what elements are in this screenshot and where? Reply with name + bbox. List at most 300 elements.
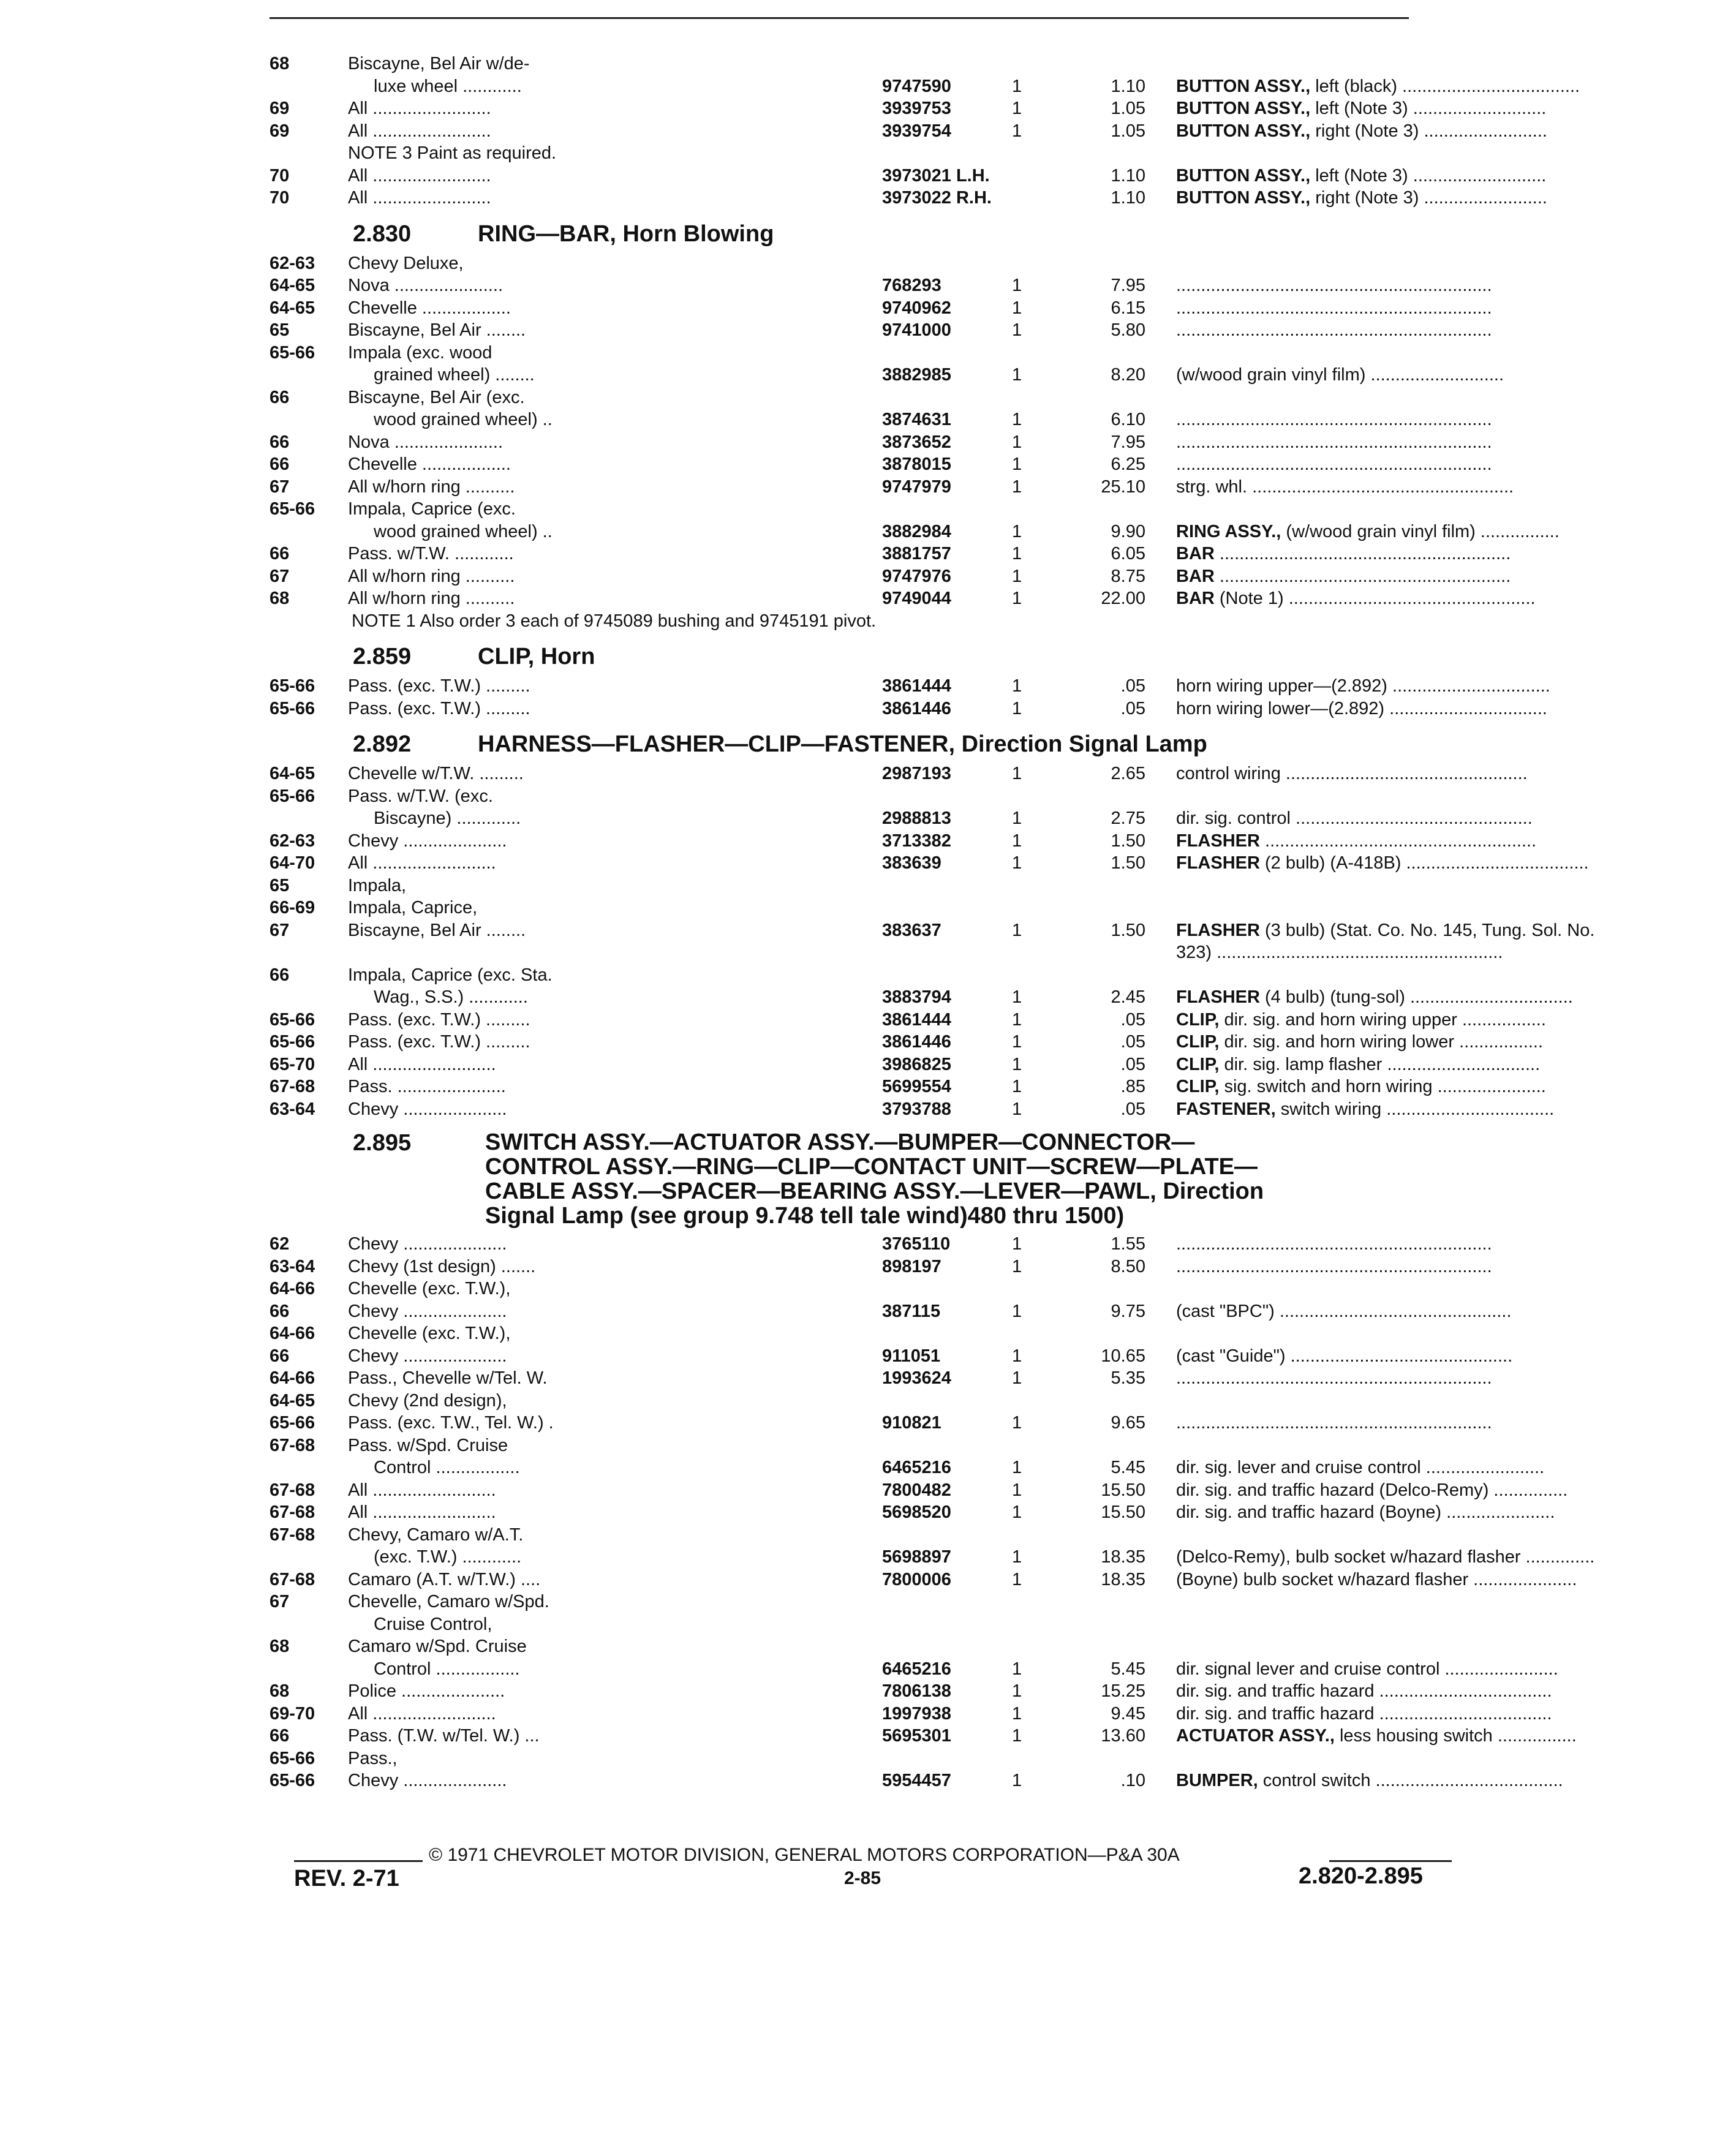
part-name: FLASHER xyxy=(1176,831,1260,851)
quantity: 1 xyxy=(1012,1547,1022,1567)
model-description: grained wheel) ........ xyxy=(374,365,535,385)
model-years: 69 xyxy=(270,99,290,118)
model-years: 67-68 xyxy=(270,1502,315,1522)
part-number: 3861444 xyxy=(882,676,951,696)
usage-text: 323) .......................................................... xyxy=(1176,943,1503,962)
part-usage xyxy=(1176,75,1709,98)
part-name: ACTUATOR ASSY., xyxy=(1176,1726,1335,1746)
part-usage xyxy=(1176,1031,1709,1054)
part-number: 3861444 xyxy=(882,1009,951,1030)
usage-text: (cast "BPC") ............................................... xyxy=(1176,1301,1512,1321)
usage-text: right (Note 3) ......................... xyxy=(1310,121,1547,141)
model-years: 64-66 xyxy=(270,1279,315,1298)
usage-text: ................................................................ xyxy=(1176,1234,1492,1254)
quantity: 1 xyxy=(1012,764,1022,783)
section-title xyxy=(485,1130,1404,1228)
part-usage xyxy=(1176,807,1709,830)
price: 1.50 xyxy=(1111,831,1145,851)
part-number: 3973022 R.H. xyxy=(882,188,992,208)
model-years: 64-65 xyxy=(270,764,315,783)
model-years: 67-68 xyxy=(270,1525,315,1545)
model-years: 65 xyxy=(270,875,290,895)
usage-text: dir. sig. and traffic hazard (Boyne) ...................... xyxy=(1176,1502,1555,1522)
part-row xyxy=(270,941,1503,964)
part-number: 387115 xyxy=(882,1301,941,1321)
part-usage xyxy=(1176,409,1709,431)
part-usage xyxy=(1176,941,1709,964)
section-number: 2.859 xyxy=(353,644,412,669)
part-row xyxy=(270,521,1560,543)
price: 1.50 xyxy=(1111,920,1145,940)
model-years: 66 xyxy=(270,432,290,452)
footer-copyright: © 1971 CHEVROLET MOTOR DIVISION, GENERAL MOTORS CORPORATION—P&A 30A xyxy=(429,1845,1180,1865)
model-description: Biscayne, Bel Air ........ xyxy=(348,320,526,340)
part-row xyxy=(270,75,1580,98)
part-number: 911051 xyxy=(882,1346,941,1366)
part-name: CLIP, xyxy=(1176,1077,1220,1096)
part-number: 2988813 xyxy=(882,809,951,828)
part-row xyxy=(270,1524,1464,1547)
model-description: Impala, Caprice, xyxy=(348,898,478,918)
usage-text: (w/wood grain vinyl film) ................ xyxy=(1281,521,1560,541)
part-number: 1993624 xyxy=(882,1368,951,1388)
part-number: 7800006 xyxy=(882,1569,951,1589)
model-description: All ......................... xyxy=(348,1480,496,1500)
model-years: 64-70 xyxy=(270,853,315,873)
part-usage xyxy=(1176,986,1709,1009)
usage-text: control switch ...................................... xyxy=(1258,1771,1563,1790)
part-row xyxy=(270,342,1464,364)
part-number: 3973021 L.H. xyxy=(882,165,990,186)
quantity: 1 xyxy=(1012,99,1022,118)
price: 9.75 xyxy=(1111,1301,1145,1321)
model-description: Nova ...................... xyxy=(348,432,504,452)
part-row xyxy=(270,675,1550,698)
model-description: All w/horn ring .......... xyxy=(348,477,515,497)
quantity: 1 xyxy=(1012,1099,1022,1119)
section-title-line: CABLE ASSY.—SPACER—BEARING ASSY.—LEVER—PAWL, Direction xyxy=(485,1178,1264,1204)
part-usage xyxy=(1176,1703,1709,1725)
part-usage xyxy=(1176,852,1709,875)
price: 1.05 xyxy=(1111,99,1145,118)
part-name: BAR xyxy=(1176,566,1215,586)
usage-text: ........................................................... xyxy=(1214,544,1511,564)
part-number: 3765110 xyxy=(882,1234,951,1254)
usage-text: dir. sig. and traffic hazard ................................... xyxy=(1176,1681,1552,1701)
price: 25.10 xyxy=(1101,477,1145,497)
price: .05 xyxy=(1120,1032,1145,1052)
usage-text: control wiring ................................................. xyxy=(1176,764,1528,783)
price: 8.50 xyxy=(1111,1256,1145,1276)
model-years: 65 xyxy=(270,320,290,340)
part-usage xyxy=(1176,1076,1709,1098)
model-years: 65-66 xyxy=(270,342,315,363)
part-row xyxy=(270,852,1589,875)
model-description: Chevy ..................... xyxy=(348,1234,507,1254)
model-years: 62-63 xyxy=(270,831,315,851)
model-years: 67 xyxy=(270,566,290,586)
model-description: Control ................. xyxy=(374,1458,520,1477)
model-description: Chevy ..................... xyxy=(348,831,507,851)
part-row xyxy=(270,431,1492,454)
part-number: 3793788 xyxy=(882,1099,951,1119)
price: 22.00 xyxy=(1101,589,1145,608)
model-description: Pass. (exc. T.W., Tel. W.) . xyxy=(348,1413,554,1433)
model-description: Chevelle .................. xyxy=(348,298,511,318)
model-description: Pass. (exc. T.W.) ......... xyxy=(348,1009,530,1030)
price: 5.45 xyxy=(1111,1458,1145,1477)
part-name: BUMPER, xyxy=(1176,1771,1258,1790)
model-years: 64-66 xyxy=(270,1368,315,1388)
part-row xyxy=(270,319,1492,342)
usage-text: (4 bulb) (tung-sol) ................................. xyxy=(1259,987,1573,1007)
usage-text: ................................................................ xyxy=(1176,454,1492,474)
usage-text: ................................................................ xyxy=(1176,1413,1492,1433)
part-row xyxy=(270,187,1547,209)
usage-text: left (black) .................................... xyxy=(1310,76,1580,96)
model-description: All ........................ xyxy=(348,188,491,208)
part-name: FASTENER, xyxy=(1176,1099,1276,1119)
part-usage xyxy=(1176,97,1709,120)
price: 2.75 xyxy=(1111,809,1145,828)
model-years: 65-66 xyxy=(270,499,315,519)
price: 15.25 xyxy=(1101,1681,1145,1701)
part-row xyxy=(270,386,1464,409)
model-years: 66 xyxy=(270,544,290,564)
part-usage xyxy=(1176,1770,1709,1792)
part-usage xyxy=(1176,1501,1709,1524)
part-row xyxy=(270,1747,1464,1770)
part-row xyxy=(270,897,1464,919)
model-description: Impala (exc. wood xyxy=(348,342,492,363)
part-number: 9747976 xyxy=(882,566,951,586)
part-number: 6465216 xyxy=(882,1659,951,1679)
part-row xyxy=(270,610,1464,633)
price: 10.65 xyxy=(1101,1346,1145,1366)
model-description: Nova ...................... xyxy=(348,276,504,295)
footer-page-number: 2-85 xyxy=(844,1868,881,1888)
model-description: Chevy, Camaro w/A.T. xyxy=(348,1525,524,1545)
usage-text: right (Note 3) ......................... xyxy=(1310,188,1547,208)
model-description: Impala, Caprice (exc. Sta. xyxy=(348,965,553,985)
price: 8.20 xyxy=(1111,365,1145,385)
quantity: 1 xyxy=(1012,76,1022,96)
part-usage xyxy=(1176,1412,1709,1434)
model-description: Biscayne) ............. xyxy=(374,809,521,828)
part-number: 2987193 xyxy=(882,764,951,783)
model-description: Impala, xyxy=(348,875,407,895)
price: .05 xyxy=(1120,1054,1145,1074)
price: 15.50 xyxy=(1101,1480,1145,1500)
model-years: 66 xyxy=(270,1346,290,1366)
model-years: 64-65 xyxy=(270,298,315,318)
part-row xyxy=(270,964,1464,987)
part-number: 3878015 xyxy=(882,454,951,474)
part-usage xyxy=(1176,1098,1709,1121)
section-title-line: SWITCH ASSY.—ACTUATOR ASSY.—BUMPER—CONNECTOR— xyxy=(485,1129,1195,1155)
part-name: CLIP, xyxy=(1176,1009,1220,1030)
price: 9.45 xyxy=(1111,1703,1145,1724)
usage-text: less housing switch ................ xyxy=(1334,1726,1577,1746)
part-usage xyxy=(1176,1345,1709,1368)
model-years: 70 xyxy=(270,165,290,186)
part-name: BUTTON ASSY., xyxy=(1176,188,1311,208)
part-row xyxy=(270,409,1492,431)
model-years: 68 xyxy=(270,1637,290,1656)
part-row xyxy=(270,919,1595,942)
part-number: 5695301 xyxy=(882,1726,951,1746)
model-description: luxe wheel ............ xyxy=(374,76,522,96)
part-row xyxy=(270,1009,1546,1031)
quantity: 1 xyxy=(1012,1771,1022,1790)
model-description: Chevy ..................... xyxy=(348,1346,507,1366)
quantity: 1 xyxy=(1012,1032,1022,1052)
part-row xyxy=(270,1569,1577,1591)
part-usage xyxy=(1176,1300,1709,1323)
quantity: 1 xyxy=(1012,410,1022,429)
model-description: Chevelle (exc. T.W.), xyxy=(348,1279,511,1298)
model-description: Biscayne, Bel Air ........ xyxy=(348,920,526,940)
part-number: 383639 xyxy=(882,853,941,873)
part-usage xyxy=(1176,1479,1709,1502)
quantity: 1 xyxy=(1012,589,1022,608)
price: 6.25 xyxy=(1111,454,1145,474)
part-usage xyxy=(1176,565,1709,588)
part-number: 5699554 xyxy=(882,1077,951,1096)
section-number: 2.830 xyxy=(353,221,412,247)
model-years: 69-70 xyxy=(270,1703,315,1724)
usage-text: ................................................................ xyxy=(1176,1368,1492,1388)
model-description: All ........................ xyxy=(348,165,491,186)
part-usage xyxy=(1176,763,1709,785)
quantity: 1 xyxy=(1012,1726,1022,1746)
part-usage xyxy=(1176,1725,1709,1747)
price: 9.65 xyxy=(1111,1413,1145,1433)
part-usage xyxy=(1176,1658,1709,1681)
part-row xyxy=(270,1613,1464,1636)
usage-text: (w/wood grain vinyl film) ........................... xyxy=(1176,365,1504,385)
part-row xyxy=(270,1635,1464,1658)
price: 13.60 xyxy=(1101,1726,1145,1746)
usage-text: (3 bulb) (Stat. Co. No. 145, Tung. Sol. No. xyxy=(1259,920,1595,940)
model-years: 62-63 xyxy=(270,253,315,273)
price: 7.95 xyxy=(1111,276,1145,295)
price: 1.10 xyxy=(1111,165,1145,186)
part-usage xyxy=(1176,1367,1709,1390)
model-description: Camaro (A.T. w/T.W.) .... xyxy=(348,1569,541,1589)
part-number: 3861446 xyxy=(882,1032,951,1052)
price: 6.15 xyxy=(1111,298,1145,318)
model-years: 62 xyxy=(270,1234,290,1254)
part-row xyxy=(270,763,1528,785)
section-title: RING—BAR, Horn Blowing xyxy=(478,221,774,247)
usage-text: switch wiring .................................. xyxy=(1275,1099,1555,1119)
quantity: 1 xyxy=(1012,1569,1022,1589)
model-years: 67-68 xyxy=(270,1077,315,1096)
usage-text: dir. sig. control ................................................ xyxy=(1176,809,1533,828)
quantity: 1 xyxy=(1012,1458,1022,1477)
model-description: All w/horn ring .......... xyxy=(348,589,515,608)
model-description: Chevy ..................... xyxy=(348,1301,507,1321)
model-years: 67-68 xyxy=(270,1569,315,1589)
quantity: 1 xyxy=(1012,987,1022,1007)
model-description: Chevelle (exc. T.W.), xyxy=(348,1324,511,1343)
usage-text: sig. switch and horn wiring ...................... xyxy=(1219,1077,1546,1096)
usage-text: dir. sig. lamp flasher ............................... xyxy=(1219,1054,1541,1074)
part-number: 7806138 xyxy=(882,1681,951,1701)
model-years: 66 xyxy=(270,965,290,985)
quantity: 1 xyxy=(1012,676,1022,696)
part-row xyxy=(270,1367,1492,1390)
footer-rule-left xyxy=(294,1860,423,1862)
price: 1.05 xyxy=(1111,121,1145,141)
usage-text: horn wiring lower—(2.892) ................................ xyxy=(1176,698,1547,718)
part-usage xyxy=(1176,1546,1709,1569)
quantity: 1 xyxy=(1012,809,1022,828)
part-usage xyxy=(1176,165,1709,187)
part-row xyxy=(270,565,1511,588)
section-heading xyxy=(270,638,1464,675)
quantity: 1 xyxy=(1012,1234,1022,1254)
section-gap xyxy=(270,632,1464,638)
part-name: BUTTON ASSY., xyxy=(1176,165,1311,186)
usage-text: strg. whl. ..................................................... xyxy=(1176,477,1514,497)
model-years: 65-66 xyxy=(270,1771,315,1790)
model-years: 67 xyxy=(270,920,290,940)
section-gap xyxy=(270,1792,1464,1798)
part-row xyxy=(270,498,1464,521)
price: 8.75 xyxy=(1111,566,1145,586)
part-number: 898197 xyxy=(882,1256,941,1276)
model-description: Biscayne, Bel Air w/de- xyxy=(348,54,530,74)
usage-text: ....................................................... xyxy=(1259,831,1537,851)
part-row xyxy=(270,1412,1492,1434)
part-number: 383637 xyxy=(882,920,941,940)
part-number: 1997938 xyxy=(882,1703,951,1724)
part-row xyxy=(270,1703,1552,1725)
part-number: 3874631 xyxy=(882,410,951,429)
quantity: 1 xyxy=(1012,544,1022,564)
usage-text: ................................................................ xyxy=(1176,410,1492,429)
model-description: Chevy ..................... xyxy=(348,1771,507,1790)
model-description: Control ................. xyxy=(374,1659,520,1679)
part-row xyxy=(270,1457,1545,1479)
part-number: 9747979 xyxy=(882,477,951,497)
model-description: Chevy (1st design) ....... xyxy=(348,1256,536,1276)
usage-text: dir. sig. and horn wiring lower ................. xyxy=(1219,1032,1544,1052)
top-rule xyxy=(270,17,1409,19)
model-years: 66-69 xyxy=(270,898,315,918)
usage-text: (2 bulb) (A-418B) ..................................... xyxy=(1259,853,1589,873)
model-description: Pass. ...................... xyxy=(348,1077,506,1096)
model-description: Pass. (exc. T.W.) ......... xyxy=(348,676,530,696)
usage-text: left (Note 3) ........................... xyxy=(1310,165,1547,186)
section-title-line: CONTROL ASSY.—RING—CLIP—CONTACT UNIT—SCREW—PLATE— xyxy=(485,1154,1258,1180)
model-description: wood grained wheel) .. xyxy=(374,410,553,429)
model-description: (exc. T.W.) ............ xyxy=(374,1547,522,1567)
model-description: Chevelle .................. xyxy=(348,454,511,474)
quantity: 1 xyxy=(1012,454,1022,474)
model-description: wood grained wheel) .. xyxy=(374,521,553,541)
part-number: 3939754 xyxy=(882,121,951,141)
part-number: 7800482 xyxy=(882,1480,951,1500)
model-description: Camaro w/Spd. Cruise xyxy=(348,1637,527,1656)
price: 7.95 xyxy=(1111,432,1145,452)
part-row xyxy=(270,1054,1541,1076)
part-usage xyxy=(1176,187,1709,209)
usage-text: ........................................................... xyxy=(1214,566,1511,586)
quantity: 1 xyxy=(1012,1346,1022,1366)
model-description: Pass. (T.W. w/Tel. W.) ... xyxy=(348,1726,540,1746)
price: 9.90 xyxy=(1111,521,1145,541)
price: 6.10 xyxy=(1111,410,1145,429)
model-years: 64-66 xyxy=(270,1324,315,1343)
quantity: 1 xyxy=(1012,1301,1022,1321)
model-years: 65-66 xyxy=(270,786,315,806)
part-row xyxy=(270,142,1464,165)
part-number: 3881757 xyxy=(882,544,951,564)
price: 5.45 xyxy=(1111,1659,1145,1679)
usage-text: dir. sig. and horn wiring upper ................. xyxy=(1219,1009,1546,1030)
model-years: 66 xyxy=(270,387,290,407)
note-text: NOTE 1 Also order 3 each of 9745089 bushing and 9745191 pivot. xyxy=(352,611,877,631)
model-years: 65-66 xyxy=(270,1009,315,1030)
footer-rule-right xyxy=(1329,1860,1452,1862)
part-name: BUTTON ASSY., xyxy=(1176,121,1311,141)
part-row xyxy=(270,1256,1492,1278)
quantity: 1 xyxy=(1012,1502,1022,1522)
model-description: All ......................... xyxy=(348,1502,496,1522)
model-description: Pass. w/T.W. (exc. xyxy=(348,786,493,806)
part-number: 9740962 xyxy=(882,298,951,318)
quantity: 1 xyxy=(1012,121,1022,141)
part-row xyxy=(270,274,1492,297)
price: 2.65 xyxy=(1111,764,1145,783)
model-years: 68 xyxy=(270,1681,290,1701)
quantity: 1 xyxy=(1012,1256,1022,1276)
part-row xyxy=(270,986,1573,1009)
part-number: 768293 xyxy=(882,276,941,295)
part-row xyxy=(270,1479,1568,1502)
part-row xyxy=(270,807,1533,830)
part-usage xyxy=(1176,919,1709,942)
model-years: 68 xyxy=(270,589,290,608)
quantity: 1 xyxy=(1012,1703,1022,1724)
part-usage xyxy=(1176,1054,1709,1076)
quantity: 1 xyxy=(1012,1077,1022,1096)
model-description: Biscayne, Bel Air (exc. xyxy=(348,387,525,407)
quantity: 1 xyxy=(1012,432,1022,452)
model-years: 66 xyxy=(270,1726,290,1746)
part-row xyxy=(270,785,1464,808)
model-years: 67 xyxy=(270,477,290,497)
part-row xyxy=(270,53,1464,75)
part-row xyxy=(270,875,1464,897)
part-number: 910821 xyxy=(882,1413,941,1433)
quantity: 1 xyxy=(1012,320,1022,340)
part-number: 5698897 xyxy=(882,1547,951,1567)
part-usage xyxy=(1176,319,1709,342)
part-row xyxy=(270,830,1537,853)
part-usage xyxy=(1176,675,1709,698)
model-description: All ......................... xyxy=(348,1703,496,1724)
model-description: Pass. (exc. T.W.) ......... xyxy=(348,1032,530,1052)
part-usage xyxy=(1176,830,1709,853)
part-number: 3883794 xyxy=(882,987,951,1007)
section-heading xyxy=(270,726,1464,763)
part-row xyxy=(270,1501,1555,1524)
part-usage xyxy=(1176,1233,1709,1256)
